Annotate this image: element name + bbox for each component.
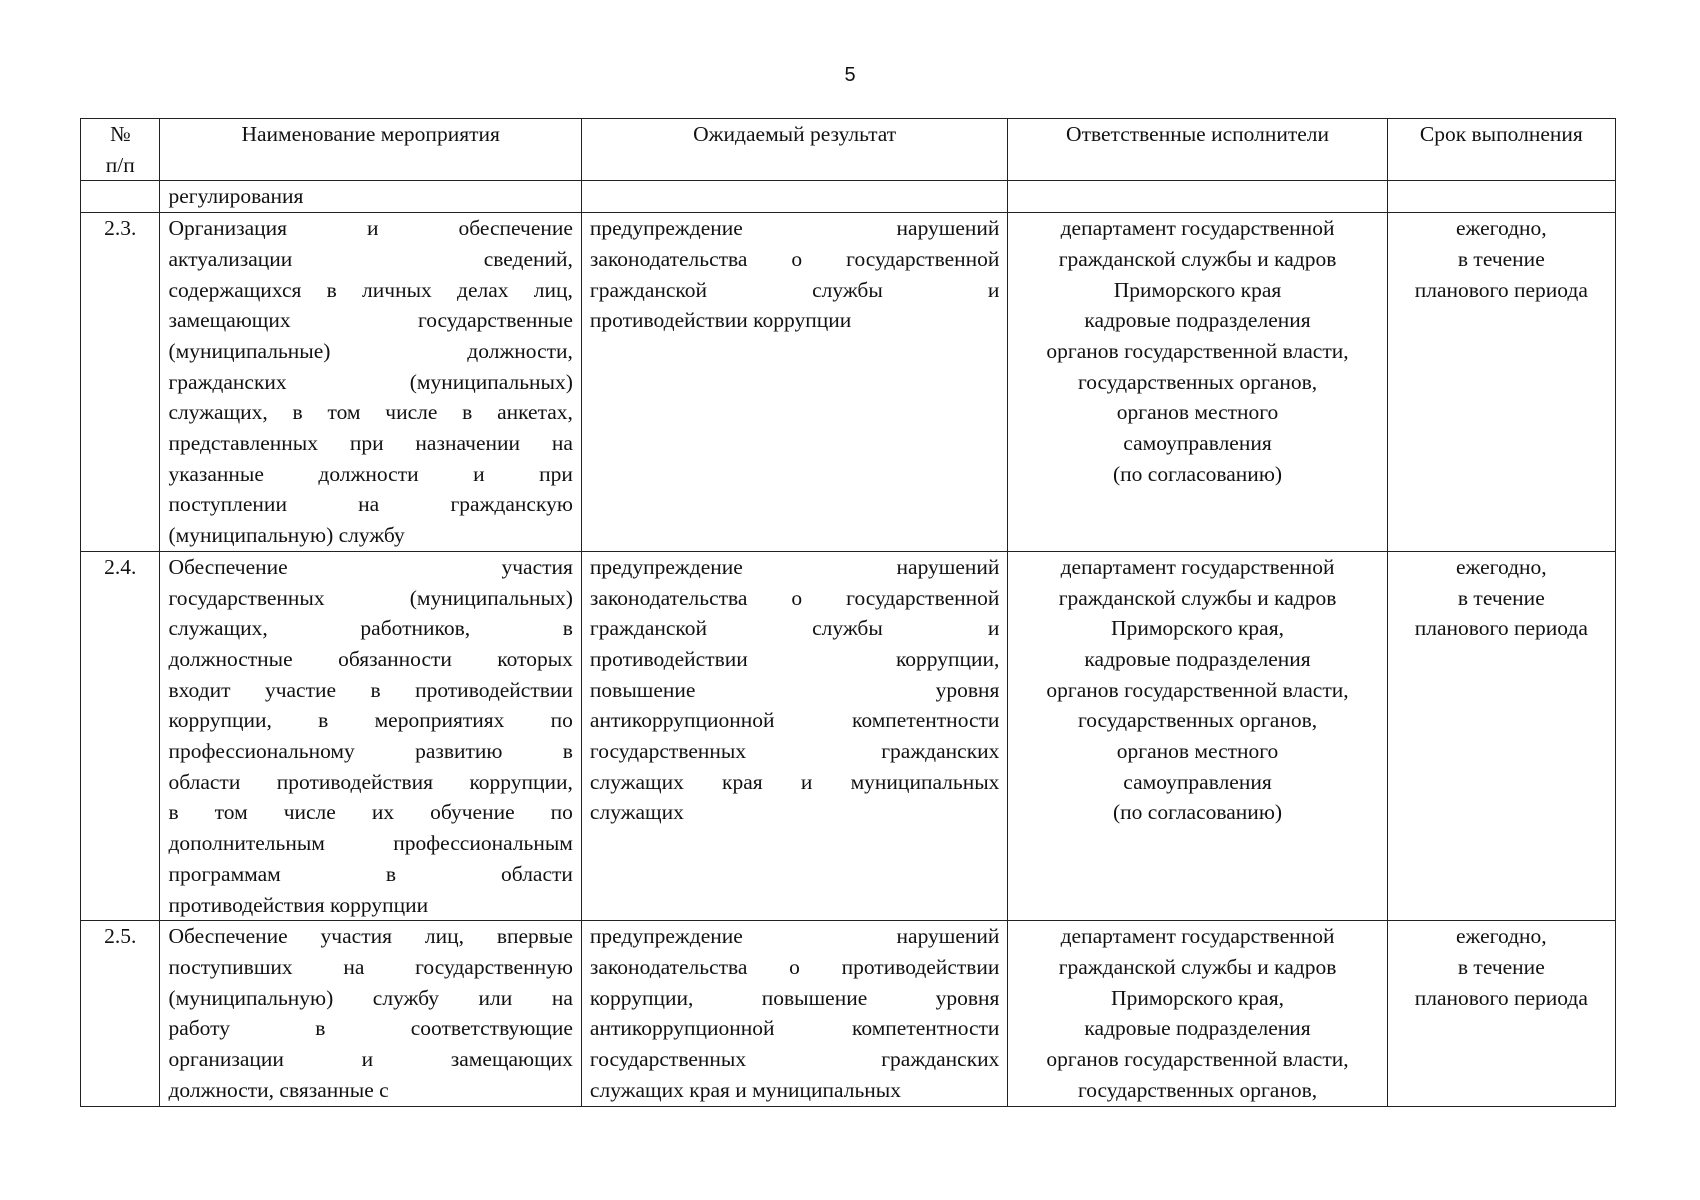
cell-responsible-executors [1008,181,1387,213]
executor-line: Приморского края [1113,277,1282,302]
measure-name-line: (муниципальную) службу [168,523,405,548]
executor-line: гражданской службы и кадров [1058,246,1337,271]
executor-line: самоуправления [1123,769,1272,794]
expected-result-line: гражданской службы и [589,616,1000,641]
measure-name-line: должностные обязанности которых [168,646,573,671]
executor-line: (по согласованию) [1113,461,1283,486]
cell-responsible-executors [1008,213,1387,552]
header-number-part: № [109,122,131,146]
cell-number [81,181,160,213]
expected-result-line: гражданской службы и [589,277,1000,302]
expected-result-line: противодействии коррупции, [589,646,1000,671]
cell-number: 2.3. [81,213,160,552]
executor-line: гражданской службы и кадров [1058,954,1337,979]
cell-responsible-executors [1008,551,1387,920]
table-row [81,213,1616,552]
measure-name-line: коррупции, в мероприятиях по [168,708,573,733]
executor-line: Приморского края, [1111,616,1284,641]
executor-line: департамент государственной [1060,924,1335,949]
measure-name-line: в том числе их обучение по [168,800,573,825]
table-row-continuation [81,181,1616,213]
executor-line: государственных органов, [1077,369,1318,394]
measure-name-line: работу в соответствующие [168,1016,573,1041]
deadline-line: планового периода [1414,277,1588,302]
measure-name-line: входит участие в противодействии [168,677,573,702]
executor-line: гражданской службы и кадров [1058,585,1337,610]
executor-line: государственных органов, [1077,1077,1318,1102]
measure-name-line: профессиональному развитию в [168,739,573,764]
deadline-line: ежегодно, [1456,216,1547,241]
measure-name-line: организации и замещающих [168,1047,573,1072]
cell-measure-name [160,551,581,920]
expected-result-line: государственных гражданских [589,739,1000,764]
header-responsible-executors: Ответственные исполнители [1008,119,1387,181]
measure-name-line: должности, связанные с [168,1077,389,1102]
deadline-line: ежегодно, [1456,924,1547,949]
header-expected-result: Ожидаемый результат [581,119,1008,181]
executor-line: органов местного [1116,739,1279,764]
expected-result-line: предупреждение нарушений [589,554,1000,579]
expected-result-line: государственных гражданских [589,1047,1000,1072]
header-deadline: Срок выполнения [1387,119,1615,181]
deadline-line: планового периода [1414,616,1588,641]
executor-line: самоуправления [1123,431,1272,456]
measure-name-line: указанные должности и при [168,461,573,486]
measures-table [80,118,1616,1107]
cell-responsible-executors [1008,921,1387,1106]
measure-name-line: Обеспечение участия [168,554,573,579]
cell-measure-name: регулирования [160,181,581,213]
expected-result-line: служащих [589,800,684,825]
measure-name-line: содержащихся в личных делах лиц, [168,277,573,302]
expected-result-line: антикоррупционной компетентности [589,708,1000,733]
expected-result-line: противодействии коррупции [589,308,852,333]
header-number [81,119,160,181]
cell-deadline [1387,181,1615,213]
executor-line: органов местного [1116,400,1279,425]
expected-result-line: предупреждение нарушений [589,924,1000,949]
expected-result-line: законодательства о противодействии [589,954,1000,979]
expected-result-line: законодательства о государственной [589,585,1000,610]
executor-line: Приморского края, [1111,985,1284,1010]
measure-name-line: замещающих государственные [168,308,573,333]
measure-name-line: (муниципальную) службу или на [168,985,573,1010]
measure-name-line: поступивших на государственную [168,954,573,979]
deadline-line: в течение [1457,585,1545,610]
cell-number: 2.5. [81,921,160,1106]
table-header-row [81,119,1616,181]
measure-name-line: дополнительным профессиональным [168,831,573,856]
deadline-line: планового периода [1414,985,1588,1010]
cell-deadline [1387,213,1615,552]
expected-result-line: законодательства о государственной [589,246,1000,271]
expected-result-line: повышение уровня [589,677,1000,702]
executor-line: департамент государственной [1060,554,1335,579]
measure-name-line: Организация и обеспечение [168,216,573,241]
executor-line: департамент государственной [1060,216,1335,241]
measure-name-line: программам в области [168,861,573,886]
deadline-line: в течение [1457,954,1545,979]
cell-deadline [1387,551,1615,920]
expected-result-line: предупреждение нарушений [589,216,1000,241]
measure-name-line: государственных (муниципальных) [168,585,573,610]
measure-name-line: Обеспечение участия лиц, впервые [168,924,573,949]
header-measure-name: Наименование мероприятия [160,119,581,181]
page-number: 5 [844,64,856,86]
cell-measure-name [160,213,581,552]
table-row [81,921,1616,1106]
executor-line: кадровые подразделения [1084,646,1311,671]
executor-line: кадровые подразделения [1084,308,1311,333]
measure-name-line: поступлении на гражданскую [168,492,573,517]
header-number-part: п/п [105,152,135,177]
measure-name-line: представленных при назначении на [168,431,573,456]
expected-result-line: служащих края и муниципальных [589,1077,901,1102]
executor-line: органов государственной власти, [1046,677,1349,702]
expected-result-line: служащих края и муниципальных [589,769,1000,794]
cell-deadline [1387,921,1615,1106]
cell-expected-result [581,921,1008,1106]
executor-line: государственных органов, [1077,708,1318,733]
cell-measure-name [160,921,581,1106]
measure-name-line: гражданских (муниципальных) [168,369,573,394]
measure-name-line: актуализации сведений, [168,246,573,271]
measure-name-line: (муниципальные) должности, [168,338,573,363]
measure-name-line: служащих, в том числе в анкетах, [168,400,573,425]
deadline-line: в течение [1457,246,1545,271]
cell-expected-result [581,181,1008,213]
cell-expected-result [581,551,1008,920]
table-row [81,551,1616,920]
executor-line: (по согласованию) [1113,800,1283,825]
expected-result-line: коррупции, повышение уровня [589,985,1000,1010]
cell-expected-result [581,213,1008,552]
measure-name-line: противодействия коррупции [168,892,429,917]
measure-name-line: служащих, работников, в [168,616,573,641]
executor-line: кадровые подразделения [1084,1016,1311,1041]
cell-number: 2.4. [81,551,160,920]
expected-result-line: антикоррупционной компетентности [589,1016,1000,1041]
deadline-line: ежегодно, [1456,554,1547,579]
measure-name-line: области противодействия коррупции, [168,769,573,794]
executor-line: органов государственной власти, [1046,338,1349,363]
executor-line: органов государственной власти, [1046,1047,1349,1072]
